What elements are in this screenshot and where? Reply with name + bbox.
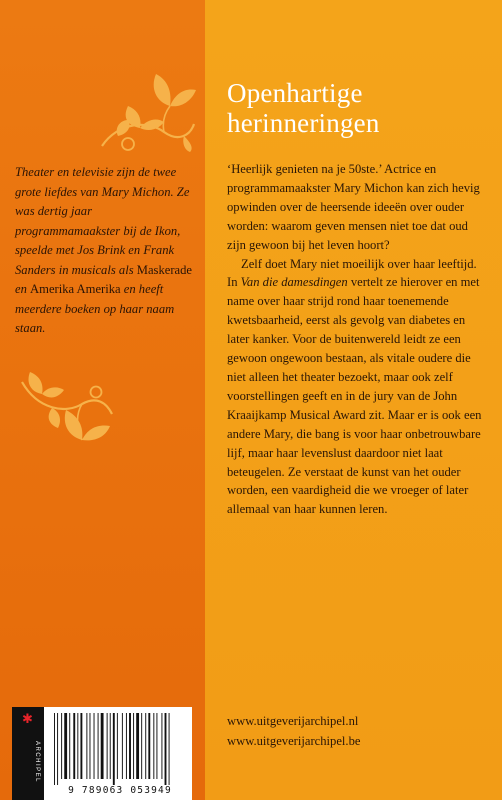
barcode-bar [101,713,104,779]
title-line-1: Openhartige [227,78,363,108]
blurb-paragraph-2: Zelf doet Mary niet moeilijk over haar leeftijd. In Van die damesdingen vertelt ze hierover en met name over haar strijd rond haar toenemende kwetsbaarheid, eerst als gevolg van diabetes en later kanker. Voor de buitenwereld leidt ze een gewoon ongewoon bestaan, als vitale oudere die niet alleen het theater bezoekt, maar ook zelf voorstellingen geeft en in de jury van de John Kraaijkamp Musical Award zit. Maar er is ook een andere Mary, die bang is voor haar onbetrouwbare lijf, maar haar levenslust daardoor niet laat beteugelen. Ze verstaat de kunst van het ouder worden, een vaardigheid die we vroeger of later allemaal van haar kunnen leren. [227,256,482,517]
barcode-bar [133,713,134,779]
book-title [227,78,497,138]
barcode-bar [148,713,150,779]
barcode-bar [54,713,55,785]
book-reference: Van die damesdingen [240,275,348,290]
barcode-bar [94,713,95,779]
blurb-paragraph-1: ‘Heerlijk genieten na je 50ste.’ Actrice en programmamaakster Mary Michon kan zich hevig opwinden over de heersende ideeën over ouder worden: waarom geven mensen niet toe dat oud zijn gewoon bij het leven hoort? [227,162,480,252]
intro-text: Theater en televisie zijn de twee grote liefdes van Mary Michon. Ze was dertig jaar programmamaakster bij de Ikon, speelde met Jos Brink en Frank Sanders in musicals als Maskerade en Amerika Amerika en heeft meerdere boeken op haar naam staan. [15,165,192,335]
barcode-bar [129,713,131,779]
barcode-bar [165,713,167,785]
barcode-bar [90,713,91,779]
barcode-bar [156,713,157,779]
barcode-bar [64,713,67,779]
barcode-bar [117,713,118,779]
barcode-bar [69,713,70,779]
barcode-bar [98,713,99,779]
barcode-bar [77,713,78,779]
title-line-2: herinneringen [227,108,380,138]
leaf-swirl-icon [98,62,198,154]
barcode-bar [145,713,146,779]
barcode [52,713,186,785]
barcode-bar [86,713,87,779]
publisher-urls [227,711,477,751]
barcode-bar [153,713,154,779]
barcode-bar [80,713,82,779]
barcode-bar [107,713,108,779]
blurb [227,160,483,519]
barcode-bar [136,713,139,779]
asterisk-icon: ✱ [22,712,33,727]
url-be[interactable]: www.uitgeverijarchipel.be [227,734,361,748]
barcode-bar [169,713,170,785]
barcode-bar [122,713,123,779]
barcode-bar [161,713,162,779]
barcode-bar [61,713,62,779]
barcode-bar [113,713,115,785]
barcode-bar [141,713,142,779]
barcode-bar [126,713,127,779]
isbn-number: 9 789063 053949 [68,785,172,796]
leaf-swirl-icon [18,370,114,450]
publisher-logo [12,707,44,800]
barcode-bar [110,713,111,779]
barcode-bar [57,713,58,785]
publisher-name: ARCHIPEL [34,740,40,783]
barcode-bar [73,713,75,779]
url-nl[interactable]: www.uitgeverijarchipel.nl [227,714,359,728]
barcode-box [12,707,192,800]
